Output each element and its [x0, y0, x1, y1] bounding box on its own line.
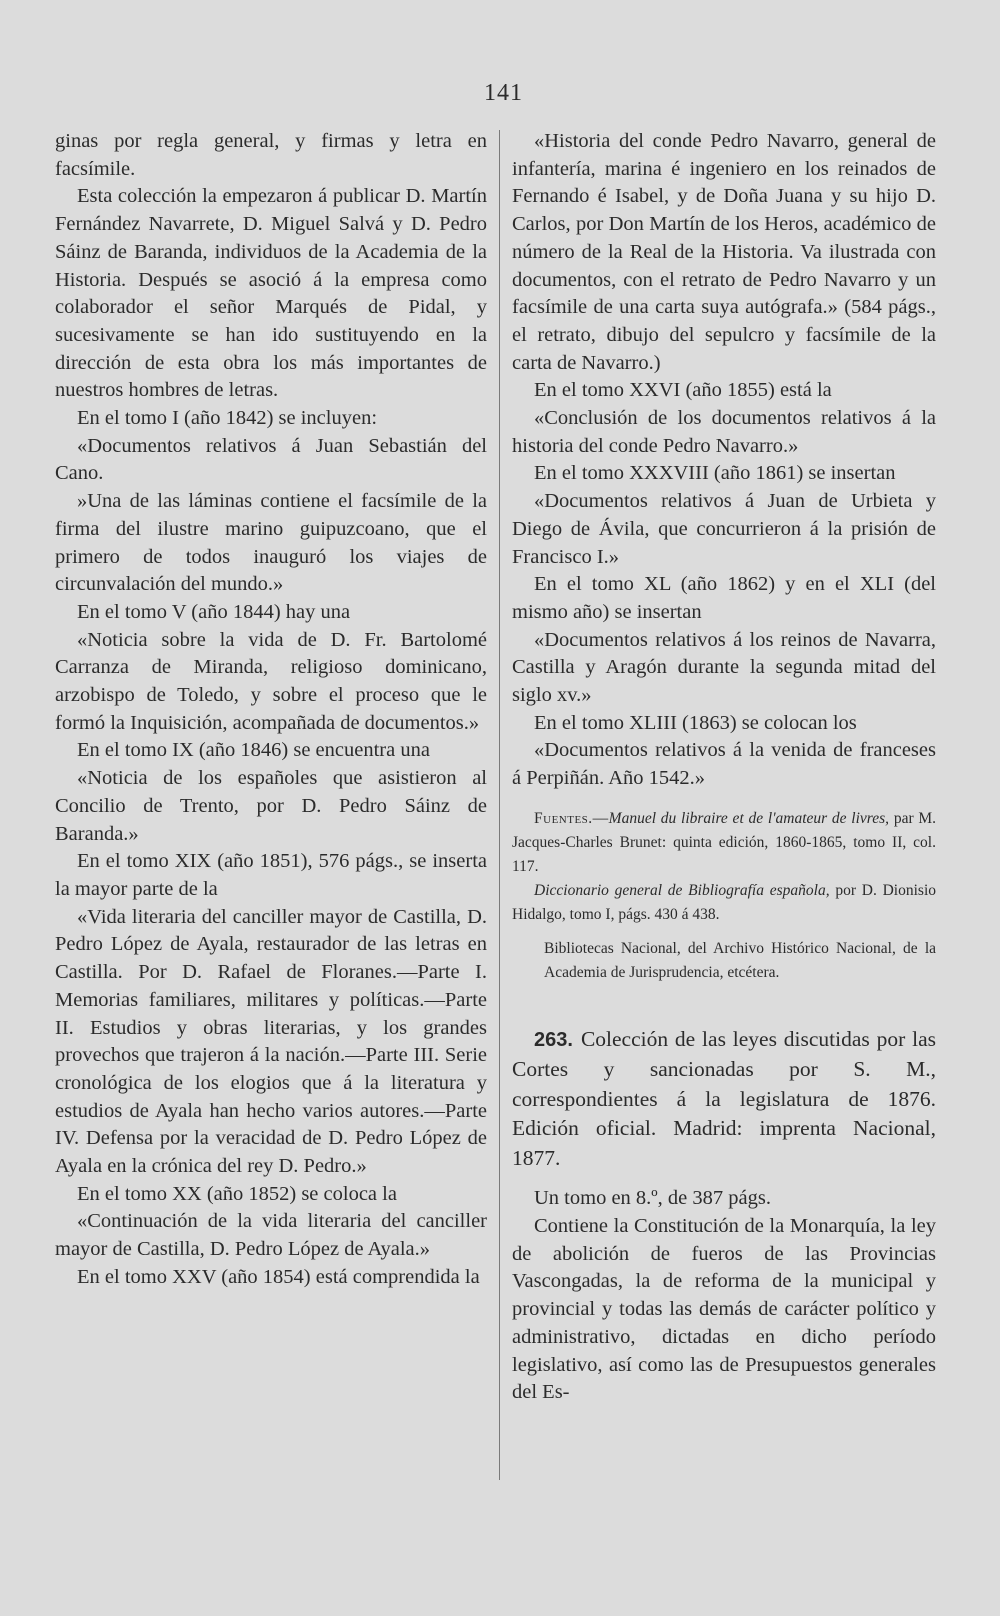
left-column: [55, 128, 487, 1292]
paragraph: En el tomo IX (año 1846) se encuentra una: [77, 739, 430, 762]
paragraph: «Documentos relativos á los reinos de Navarra, Castilla y Aragón durante la segunda mitad del siglo xv.»: [512, 628, 936, 707]
paragraph: Contiene la Constitución de la Monarquía, la ley de abolición de fueros de las Provincias Vascongadas, la de reforma de la municipal y provincial y todas las demás de carácter político y administrativo, dictadas en dicho período legislativo, así como las de Presupuestos generales del Es-: [512, 1215, 936, 1404]
paragraph: «Continuación de la vida literaria del canciller mayor de Castilla, D. Pedro López de Ayala.»: [55, 1210, 487, 1261]
paragraph: ginas por regla general, y firmas y letra en facsímile.: [55, 130, 487, 180]
paragraph: En el tomo XLIII (1863) se colocan los: [534, 711, 857, 734]
right-column: [512, 128, 936, 1407]
paragraph: «Documentos relativos á Juan Sebastián del Cano.: [55, 434, 487, 485]
paragraph: En el tomo XX (año 1852) se coloca la: [77, 1182, 397, 1205]
paragraph: «Documentos relativos á Juan de Urbieta y Diego de Ávila, que concurrieron á la prisión de Francisco I.»: [512, 490, 936, 568]
paragraph: En el tomo XIX (año 1851), 576 págs., se inserta la mayor parte de la: [55, 850, 487, 900]
column-divider: [499, 130, 500, 1480]
source-title: Diccionario general de Bibliografía española,: [534, 881, 830, 899]
entry-number: 263.: [534, 1028, 573, 1051]
paragraph: «Noticia de los españoles que asistieron al Concilio de Trento, por D. Pedro Sáinz de Baranda.»: [55, 767, 487, 845]
sources-note: [512, 879, 936, 927]
paragraph: «Documentos relativos á la venida de franceses á Perpiñán. Año 1542.»: [512, 739, 936, 790]
source-detail: por D. Dionisio Hidalgo, tomo I, págs. 430 á 438.: [512, 881, 936, 923]
entry-heading: [512, 1025, 936, 1174]
paragraph: En el tomo XXVI (año 1855) está la: [534, 379, 832, 402]
paragraph: »Una de las láminas contiene el facsímile de la firma del ilustre marino guipuzcoano, que el primero de todos inauguró los viajes de circunvalación del mundo.»: [55, 490, 487, 596]
sources-note: [512, 807, 936, 879]
paragraph: «Vida literaria del canciller mayor de Castilla, D. Pedro López de Ayala, restaurador de las letras en Castilla. Por D. Rafael de Floranes.—Parte I. Memorias familiares, militares y políticas.—Parte II. Estudios y obras literarias, y los grandes provechos que trajeron á la nación.—Parte III. Serie cronológica de los elogios que á la literatura y estudios de Ayala han hecho varios autores.—Parte IV. Defensa por la veracidad de D. Pedro López de Ayala en la crónica del rey D. Pedro.»: [55, 905, 487, 1178]
source-title: Manuel du libraire et de l'amateur de livres,: [608, 809, 890, 827]
paragraph: «Noticia sobre la vida de D. Fr. Bartolomé Carranza de Miranda, religioso dominicano, arzobispo de Toledo, y sobre el proceso que le formó la Inquisición, acompañada de documentos.»: [55, 628, 487, 734]
paragraph: En el tomo XXV (año 1854) está comprendida la: [77, 1265, 480, 1288]
sources-label: Fuentes.—: [534, 809, 609, 827]
entry-title: Colección de las leyes discutidas por las Cortes y sancionadas por S. M., correspondientes á la legislatura de 1876. Edición oficial. Madrid: imprenta Nacional, 1877.: [512, 1026, 936, 1170]
paragraph: «Historia del conde Pedro Navarro, general de infantería, marina é ingeniero en los reinados de Fernando é Isabel, y de Doña Juana y su hijo D. Carlos, por Don Martín de los Heros, académico de número de la Real de la Historia. Va ilustrada con documentos, con el retrato de Pedro Navarro y un facsímile de una carta suya autógrafa.» (584 págs., el retrato, dibujo del sepulcro y facsímile de la carta de Navarro.): [512, 130, 936, 374]
source-detail: par M. Jacques-Charles Brunet: quinta edición, 1860-1865, tomo II, col. 117.: [512, 809, 937, 875]
page-number: 141: [484, 80, 523, 106]
libraries-note: Bibliotecas Nacional, del Archivo Histórico Nacional, de la Academia de Jurisprudencia, etcétera.: [544, 939, 936, 981]
paragraph: En el tomo XL (año 1862) y en el XLI (del mismo año) se insertan: [512, 573, 936, 623]
paragraph: Un tomo en 8.º, de 387 págs.: [534, 1187, 771, 1210]
paragraph: «Conclusión de los documentos relativos á la historia del conde Pedro Navarro.»: [512, 407, 936, 457]
paragraph: En el tomo I (año 1842) se incluyen:: [77, 407, 378, 430]
paragraph: En el tomo V (año 1844) hay una: [77, 600, 351, 623]
paragraph: Esta colección la empezaron á publicar D. Martín Fernández Navarrete, D. Miguel Salvá y D. Pedro Sáinz de Baranda, individuos de la Academia de la Historia. Después se asoció á la empresa como colaborador el señor Marqués de Pidal, y sucesivamente se han ido sustituyendo en la dirección de esta obra los más importantes de nuestros hombres de letras.: [55, 185, 487, 402]
paragraph: En el tomo XXXVIII (año 1861) se insertan: [534, 462, 896, 485]
